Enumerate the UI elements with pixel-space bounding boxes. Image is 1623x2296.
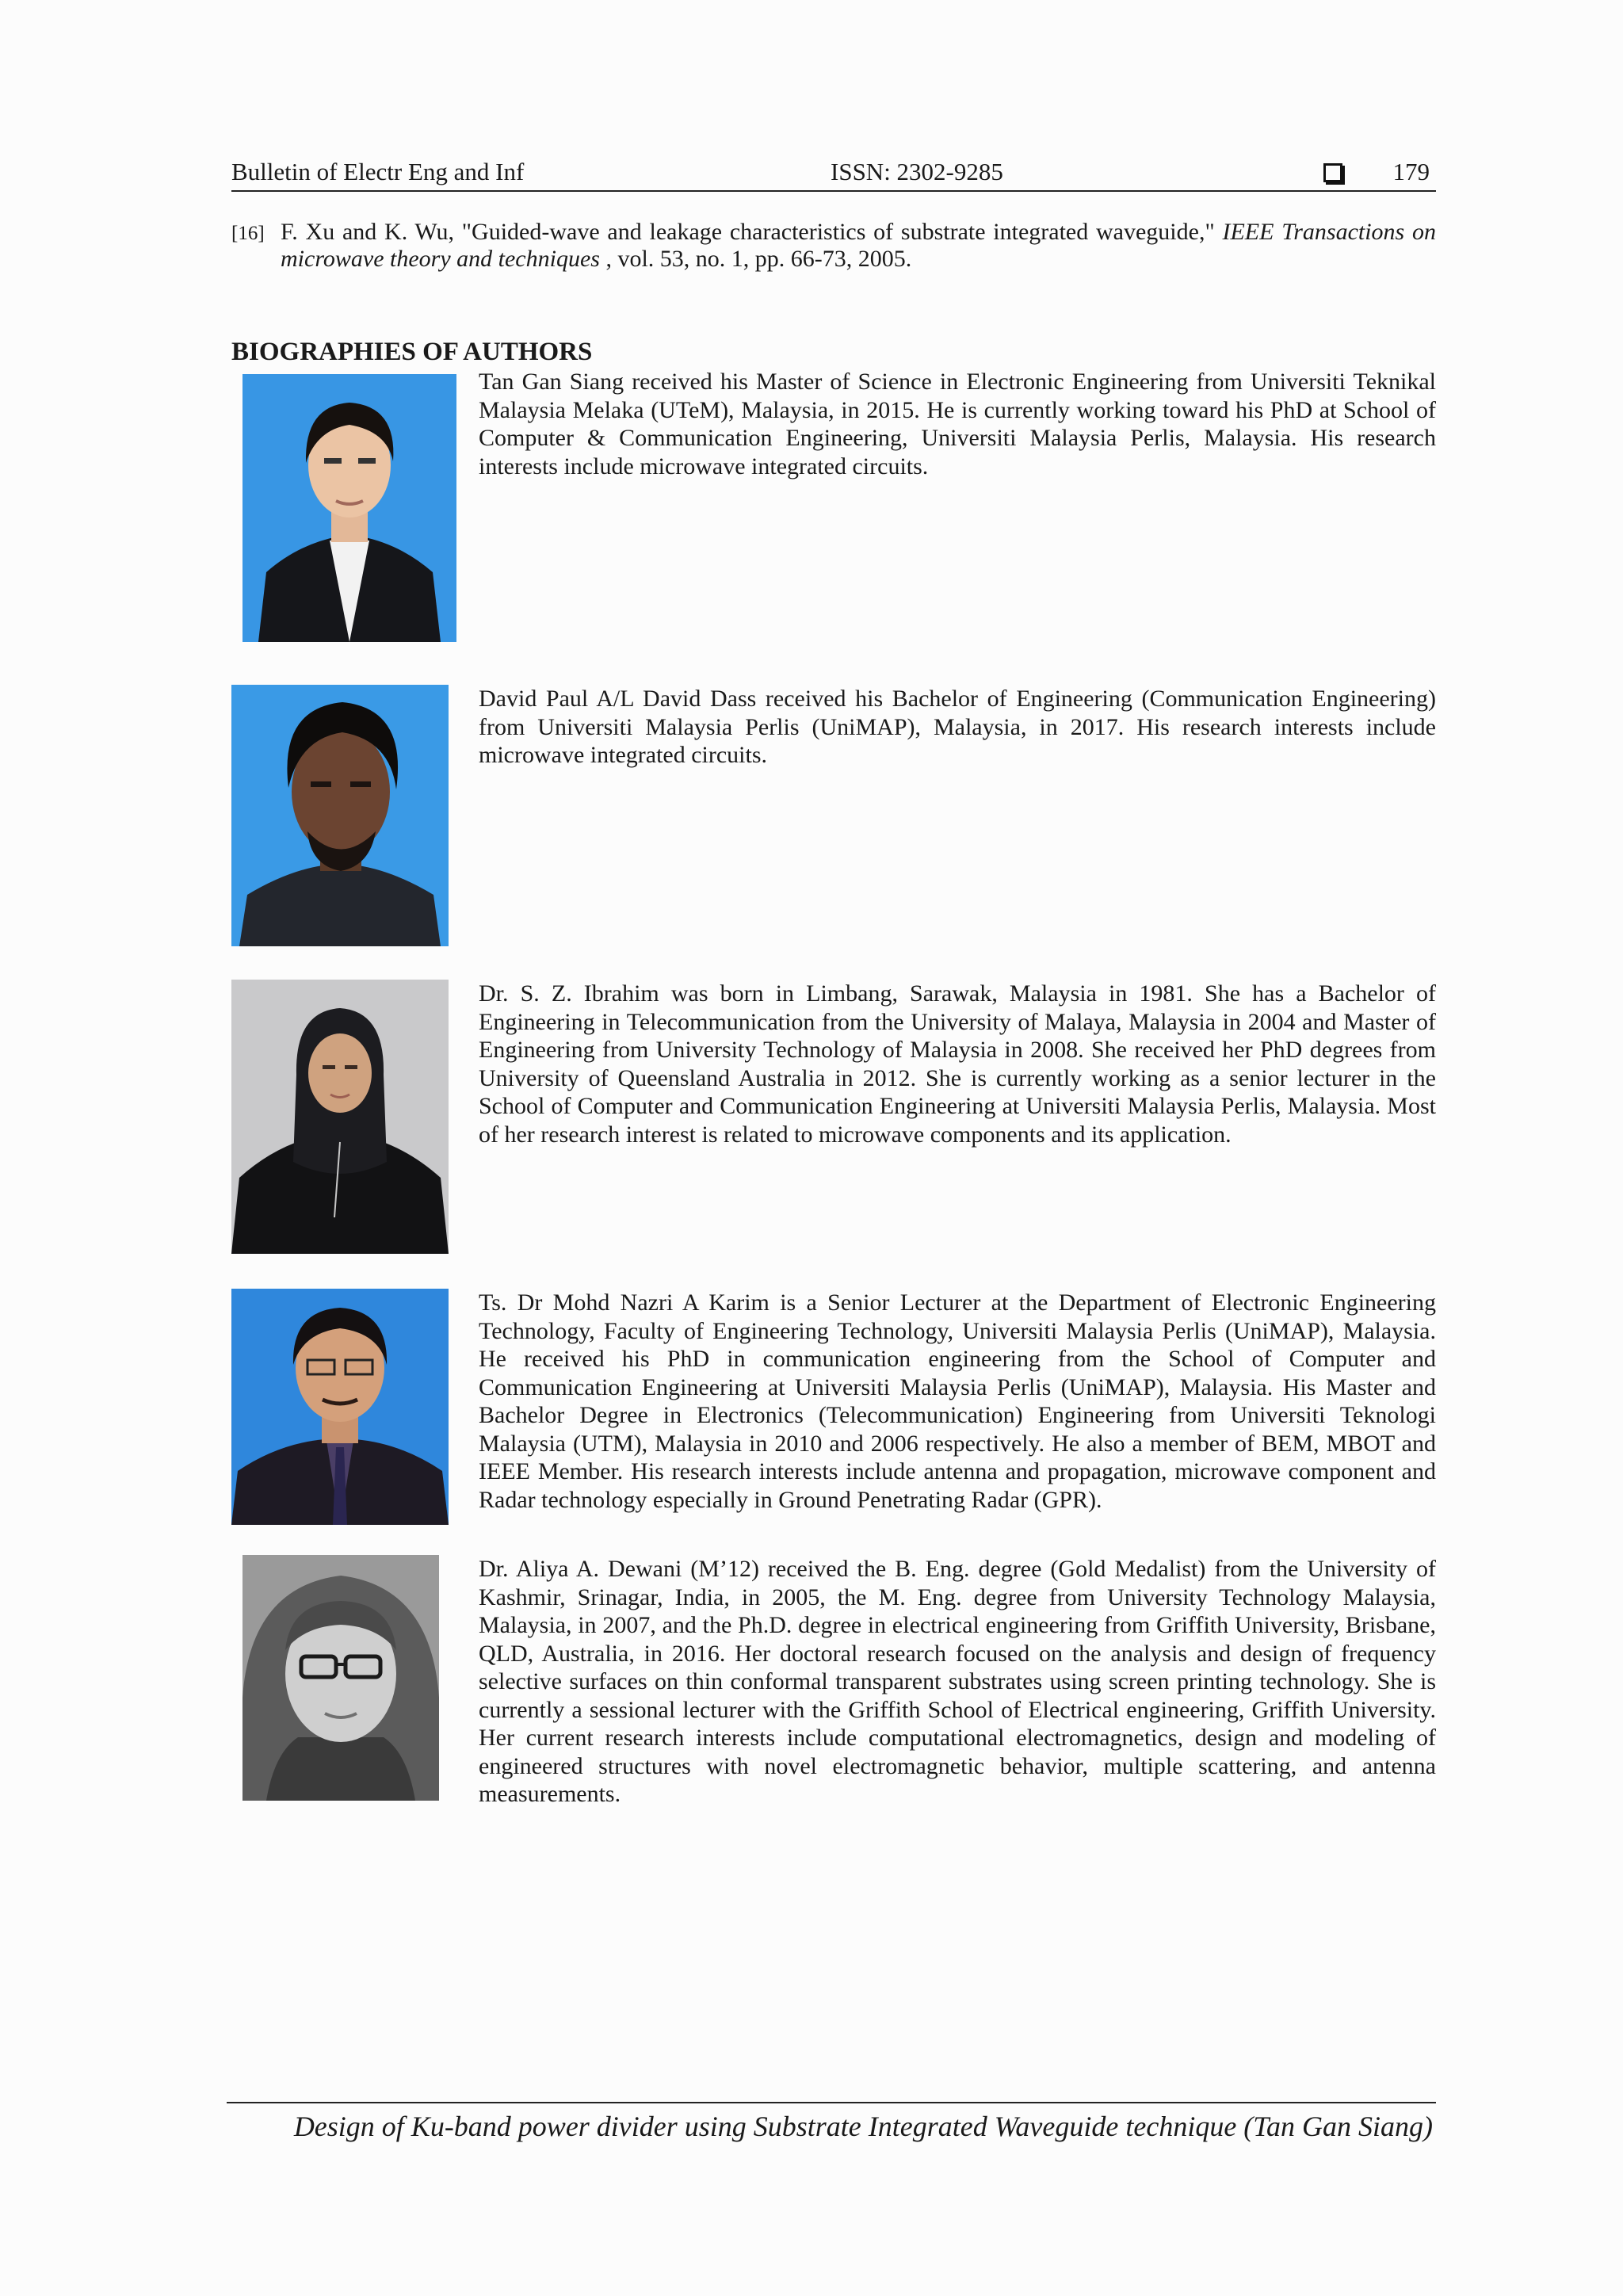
author-photo-2 [231,685,449,946]
author-photo-1 [242,374,456,642]
running-footer: Design of Ku-band power divider using Substrate Integrated Waveguide technique (Tan Gan Siang) [293,2111,1433,2142]
author-bio-text-4: Ts. Dr Mohd Nazri A Karim is a Senior Lecturer at the Department of Electronic Engineering Technology, Faculty of Engineering Technology, Universiti Malaysia Perlis (UniMAP), Malaysia. He received his PhD in communication engineering from the School of Computer and Communication Engineering at Universiti Malaysia Perlis (UniMAP), Malaysia. His Master and Bachelor Degree in Electronics (Telecommunication) Engineering from Universiti Teknologi Malaysia (UTM), Malaysia in 2010 and 2006 respectively. He also a member of BEM, MBOT and IEEE Member. His research interests include antenna and propagation, microwave component and Radar technology especially in Ground Penetrating Radar (GPR). [479,1289,1436,1513]
reference-authors-title: F. Xu and K. Wu, "Guided-wave and leakage characteristics of substrate integrated waveguide," [281,219,1223,245]
author-bio-text-2: David Paul A/L David Dass received his Bachelor of Engineering (Communication Engineering) from Universiti Malaysia Perlis (UniMAP), Malaysia, in 2017. His research interests include microwave integrated circuits. [479,686,1436,768]
header-rule [231,190,1436,192]
author-bio-text-5: Dr. Aliya A. Dewani (M’12) received the B. Eng. degree (Gold Medalist) from the University of Kashmir, Srinagar, India, in 2005, the M. Eng. degree from University Technology Malaysia, Malaysia, in 2007, and the Ph.D. degree in electrical engineering from Griffith University, Brisbane, QLD, Australia, in 2016. Her doctoral research focused on the analysis and design of frequency selective surfaces on thin conformal transparent substrates using screen printing technology. She is currently a sessional lecturer with the Griffith School of Electrical engineering, Griffith University. Her current research interests include computational electromagnetics, design and modeling of engineered structures with novel electromagnetic behavior, multiple scattering, and antenna measurements. [479,1556,1436,1807]
reference-text [281,219,1436,273]
author-photo-4 [231,1289,449,1525]
author-bio-text-3: Dr. S. Z. Ibrahim was born in Limbang, Sarawak, Malaysia in 1981. She has a Bachelor of Engineering in Telecommunication from the University of Malaya, Malaysia in 2004 and Master of Engineering from University Technology of Malaysia in 2008. She received her PhD degrees from University of Queensland Australia in 2012. She is currently working as a senior lecturer in the School of Computer and Communication Engineering at Universiti Malaysia Perlis, Malaysia. Most of her research interest is related to microwave components and its application. [479,980,1436,1148]
author-bio-text-1: Tan Gan Siang received his Master of Science in Electronic Engineering from Universiti Teknikal Malaysia Melaka (UTeM), Malaysia, in 2015. He is currently working toward his PhD at School of Computer & Communication Engineering, Universiti Malaysia Perlis, Malaysia. His research interests include microwave integrated circuits. [479,369,1436,479]
author-photo-5 [242,1555,439,1801]
reference-journal: IEEE Transactions on microwave theory and techniques [281,219,1436,272]
reference-details: , vol. 53, no. 1, pp. 66-73, 2005. [599,246,912,272]
reference-16 [231,219,1436,273]
square-bullet-icon [1323,163,1342,182]
section-title: BIOGRAPHIES OF AUTHORS [231,338,593,366]
footer-rule [227,2102,1436,2103]
running-header [231,154,1436,190]
author-photo-3 [231,980,449,1254]
issn: ISSN: 2302-9285 [831,158,1003,185]
page-number: 179 [1392,158,1430,185]
reference-number: [16] [231,223,265,244]
journal-name: Bulletin of Electr Eng and Inf [231,158,525,185]
